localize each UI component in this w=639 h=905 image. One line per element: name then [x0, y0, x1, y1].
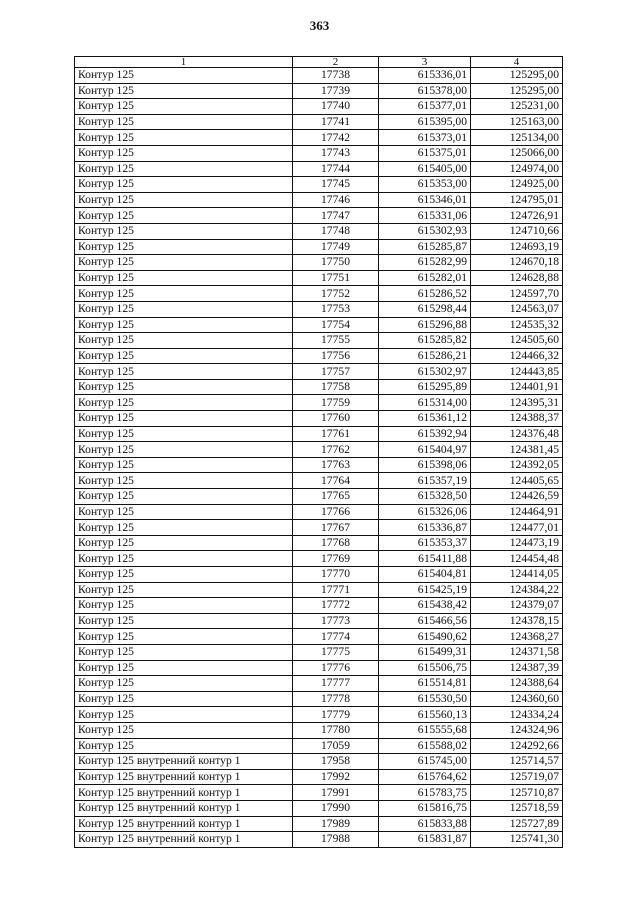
table-row: [75, 676, 563, 692]
table-row: [75, 489, 563, 505]
table-row: [75, 800, 563, 816]
x-coordinate-cell: 615764,62: [379, 769, 471, 785]
table-row: [75, 192, 563, 208]
table-header: [75, 57, 563, 68]
contour-name-cell: Контур 125: [75, 457, 293, 473]
point-number-cell: 17770: [293, 567, 379, 583]
point-number-cell: 17764: [293, 473, 379, 489]
contour-name-cell: Контур 125: [75, 83, 293, 99]
point-number-cell: 17742: [293, 130, 379, 146]
x-coordinate-cell: 615282,01: [379, 270, 471, 286]
y-coordinate-cell: 124324,96: [471, 722, 563, 738]
point-number-cell: 17745: [293, 177, 379, 193]
contour-name-cell: Контур 125: [75, 208, 293, 224]
y-coordinate-cell: 124378,15: [471, 613, 563, 629]
y-coordinate-cell: 124925,00: [471, 177, 563, 193]
y-coordinate-cell: 124381,45: [471, 442, 563, 458]
table-row: [75, 535, 563, 551]
y-coordinate-cell: 124414,05: [471, 567, 563, 583]
point-number-cell: 17752: [293, 286, 379, 302]
table-row: [75, 598, 563, 614]
contour-name-cell: Контур 125: [75, 99, 293, 115]
y-coordinate-cell: 124505,60: [471, 333, 563, 349]
contour-name-cell: Контур 125: [75, 68, 293, 84]
x-coordinate-cell: 615353,00: [379, 177, 471, 193]
x-coordinate-cell: 615302,93: [379, 223, 471, 239]
contour-name-cell: Контур 125 внутренний контур 1: [75, 800, 293, 816]
table-row: [75, 379, 563, 395]
x-coordinate-cell: 615831,87: [379, 832, 471, 848]
x-coordinate-cell: 615514,81: [379, 676, 471, 692]
point-number-cell: 17989: [293, 816, 379, 832]
y-coordinate-cell: 124360,60: [471, 691, 563, 707]
point-number-cell: 17755: [293, 333, 379, 349]
table-row: [75, 442, 563, 458]
contour-name-cell: Контур 125: [75, 691, 293, 707]
point-number-cell: 17779: [293, 707, 379, 723]
x-coordinate-cell: 615282,99: [379, 255, 471, 271]
x-coordinate-cell: 615357,19: [379, 473, 471, 489]
point-number-cell: 17757: [293, 364, 379, 380]
contour-name-cell: Контур 125: [75, 286, 293, 302]
table-row: [75, 567, 563, 583]
contour-name-cell: Контур 125: [75, 130, 293, 146]
contour-name-cell: Контур 125: [75, 411, 293, 427]
table-body: [75, 68, 563, 848]
table-row: [75, 722, 563, 738]
table-row: [75, 239, 563, 255]
contour-name-cell: Контур 125: [75, 738, 293, 754]
point-number-cell: 17756: [293, 348, 379, 364]
point-number-cell: 17746: [293, 192, 379, 208]
table-row: [75, 99, 563, 115]
y-coordinate-cell: 124376,48: [471, 426, 563, 442]
table-row: [75, 161, 563, 177]
point-number-cell: 17762: [293, 442, 379, 458]
point-number-cell: 17759: [293, 395, 379, 411]
column-header-3: 3: [379, 57, 471, 68]
point-number-cell: 17992: [293, 769, 379, 785]
y-coordinate-cell: 124395,31: [471, 395, 563, 411]
table-row: [75, 286, 563, 302]
contour-name-cell: Контур 125: [75, 660, 293, 676]
point-number-cell: 17775: [293, 644, 379, 660]
contour-name-cell: Контур 125: [75, 333, 293, 349]
table-row: [75, 145, 563, 161]
point-number-cell: 17990: [293, 800, 379, 816]
table-row: [75, 644, 563, 660]
point-number-cell: 17749: [293, 239, 379, 255]
contour-name-cell: Контур 125: [75, 676, 293, 692]
point-number-cell: 17776: [293, 660, 379, 676]
table-row: [75, 473, 563, 489]
table-row: [75, 317, 563, 333]
x-coordinate-cell: 615405,00: [379, 161, 471, 177]
x-coordinate-cell: 615361,12: [379, 411, 471, 427]
x-coordinate-cell: 615490,62: [379, 629, 471, 645]
point-number-cell: 17767: [293, 520, 379, 536]
y-coordinate-cell: 124628,88: [471, 270, 563, 286]
table-row: [75, 255, 563, 271]
table-row: [75, 395, 563, 411]
contour-name-cell: Контур 125: [75, 239, 293, 255]
x-coordinate-cell: 615302,97: [379, 364, 471, 380]
y-coordinate-cell: 124466,32: [471, 348, 563, 364]
x-coordinate-cell: 615404,81: [379, 567, 471, 583]
contour-name-cell: Контур 125: [75, 489, 293, 505]
point-number-cell: 17774: [293, 629, 379, 645]
x-coordinate-cell: 615375,01: [379, 145, 471, 161]
x-coordinate-cell: 615404,97: [379, 442, 471, 458]
column-header-2: 2: [293, 57, 379, 68]
y-coordinate-cell: 124379,07: [471, 598, 563, 614]
point-number-cell: 17761: [293, 426, 379, 442]
table-row: [75, 333, 563, 349]
contour-name-cell: Контур 125 внутренний контур 1: [75, 769, 293, 785]
y-coordinate-cell: 124371,58: [471, 644, 563, 660]
contour-name-cell: Контур 125: [75, 722, 293, 738]
y-coordinate-cell: 124726,91: [471, 208, 563, 224]
y-coordinate-cell: 125710,87: [471, 785, 563, 801]
y-coordinate-cell: 125714,57: [471, 754, 563, 770]
table-row: [75, 738, 563, 754]
x-coordinate-cell: 615395,00: [379, 114, 471, 130]
table-row: [75, 754, 563, 770]
point-number-cell: 17758: [293, 379, 379, 395]
table-row: [75, 364, 563, 380]
x-coordinate-cell: 615378,00: [379, 83, 471, 99]
point-number-cell: 17988: [293, 832, 379, 848]
y-coordinate-cell: 124292,66: [471, 738, 563, 754]
table-row: [75, 520, 563, 536]
y-coordinate-cell: 124670,18: [471, 255, 563, 271]
contour-name-cell: Контур 125: [75, 317, 293, 333]
table-row: [75, 130, 563, 146]
x-coordinate-cell: 615833,88: [379, 816, 471, 832]
point-number-cell: 17739: [293, 83, 379, 99]
y-coordinate-cell: 125163,00: [471, 114, 563, 130]
table-row: [75, 426, 563, 442]
contour-name-cell: Контур 125: [75, 348, 293, 364]
column-header-4: 4: [471, 57, 563, 68]
point-number-cell: 17780: [293, 722, 379, 738]
y-coordinate-cell: 124535,32: [471, 317, 563, 333]
x-coordinate-cell: 615466,56: [379, 613, 471, 629]
x-coordinate-cell: 615555,68: [379, 722, 471, 738]
x-coordinate-cell: 615425,19: [379, 582, 471, 598]
y-coordinate-cell: 125718,59: [471, 800, 563, 816]
table-row: [75, 411, 563, 427]
table-row: [75, 707, 563, 723]
table-row: [75, 613, 563, 629]
table-row: [75, 301, 563, 317]
y-coordinate-cell: 124405,65: [471, 473, 563, 489]
y-coordinate-cell: 124334,24: [471, 707, 563, 723]
x-coordinate-cell: 615336,87: [379, 520, 471, 536]
table-row: [75, 208, 563, 224]
table-row: [75, 348, 563, 364]
x-coordinate-cell: 615530,50: [379, 691, 471, 707]
y-coordinate-cell: 124384,22: [471, 582, 563, 598]
x-coordinate-cell: 615353,37: [379, 535, 471, 551]
y-coordinate-cell: 124388,37: [471, 411, 563, 427]
point-number-cell: 17754: [293, 317, 379, 333]
point-number-cell: 17744: [293, 161, 379, 177]
contour-name-cell: Контур 125: [75, 598, 293, 614]
point-number-cell: 17741: [293, 114, 379, 130]
table-row: [75, 457, 563, 473]
contour-name-cell: Контур 125: [75, 520, 293, 536]
point-number-cell: 17740: [293, 99, 379, 115]
contour-name-cell: Контур 125: [75, 504, 293, 520]
y-coordinate-cell: 124974,00: [471, 161, 563, 177]
table-row: [75, 832, 563, 848]
table-row: [75, 270, 563, 286]
y-coordinate-cell: 124597,70: [471, 286, 563, 302]
point-number-cell: 17777: [293, 676, 379, 692]
point-number-cell: 17059: [293, 738, 379, 754]
contour-name-cell: Контур 125: [75, 535, 293, 551]
table-row: [75, 223, 563, 239]
contour-name-cell: Контур 125: [75, 255, 293, 271]
coordinates-table: [74, 56, 563, 848]
y-coordinate-cell: 125727,89: [471, 816, 563, 832]
table-row: [75, 68, 563, 84]
x-coordinate-cell: 615286,52: [379, 286, 471, 302]
x-coordinate-cell: 615296,88: [379, 317, 471, 333]
contour-name-cell: Контур 125: [75, 301, 293, 317]
x-coordinate-cell: 615336,01: [379, 68, 471, 84]
y-coordinate-cell: 125295,00: [471, 83, 563, 99]
y-coordinate-cell: 124477,01: [471, 520, 563, 536]
y-coordinate-cell: 125295,00: [471, 68, 563, 84]
y-coordinate-cell: 124388,64: [471, 676, 563, 692]
x-coordinate-cell: 615298,44: [379, 301, 471, 317]
contour-name-cell: Контур 125: [75, 161, 293, 177]
y-coordinate-cell: 124426,59: [471, 489, 563, 505]
x-coordinate-cell: 615314,00: [379, 395, 471, 411]
contour-name-cell: Контур 125: [75, 551, 293, 567]
page-number: 363: [309, 18, 330, 33]
y-coordinate-cell: 124368,27: [471, 629, 563, 645]
x-coordinate-cell: 615816,75: [379, 800, 471, 816]
point-number-cell: 17738: [293, 68, 379, 84]
point-number-cell: 17760: [293, 411, 379, 427]
header-row: [75, 57, 563, 68]
contour-name-cell: Контур 125: [75, 582, 293, 598]
contour-name-cell: Контур 125 внутренний контур 1: [75, 785, 293, 801]
point-number-cell: 17991: [293, 785, 379, 801]
y-coordinate-cell: 124563,07: [471, 301, 563, 317]
x-coordinate-cell: 615377,01: [379, 99, 471, 115]
x-coordinate-cell: 615506,75: [379, 660, 471, 676]
point-number-cell: 17750: [293, 255, 379, 271]
y-coordinate-cell: 124387,39: [471, 660, 563, 676]
table-row: [75, 660, 563, 676]
point-number-cell: 17765: [293, 489, 379, 505]
contour-name-cell: Контур 125: [75, 379, 293, 395]
x-coordinate-cell: 615438,42: [379, 598, 471, 614]
table-row: [75, 816, 563, 832]
x-coordinate-cell: 615326,06: [379, 504, 471, 520]
x-coordinate-cell: 615295,89: [379, 379, 471, 395]
point-number-cell: 17743: [293, 145, 379, 161]
contour-name-cell: Контур 125: [75, 114, 293, 130]
y-coordinate-cell: 125741,30: [471, 832, 563, 848]
contour-name-cell: Контур 125: [75, 644, 293, 660]
table-row: [75, 769, 563, 785]
point-number-cell: 17748: [293, 223, 379, 239]
contour-name-cell: Контур 125 внутренний контур 1: [75, 754, 293, 770]
point-number-cell: 17771: [293, 582, 379, 598]
point-number-cell: 17769: [293, 551, 379, 567]
point-number-cell: 17768: [293, 535, 379, 551]
contour-name-cell: Контур 125: [75, 442, 293, 458]
contour-name-cell: Контур 125: [75, 629, 293, 645]
y-coordinate-cell: 124710,66: [471, 223, 563, 239]
y-coordinate-cell: 124392,05: [471, 457, 563, 473]
table-row: [75, 114, 563, 130]
point-number-cell: 17766: [293, 504, 379, 520]
x-coordinate-cell: 615286,21: [379, 348, 471, 364]
contour-name-cell: Контур 125: [75, 567, 293, 583]
contour-name-cell: Контур 125: [75, 426, 293, 442]
x-coordinate-cell: 615560,13: [379, 707, 471, 723]
contour-name-cell: Контур 125: [75, 192, 293, 208]
contour-name-cell: Контур 125: [75, 223, 293, 239]
contour-name-cell: Контур 125: [75, 613, 293, 629]
contour-name-cell: Контур 125: [75, 473, 293, 489]
x-coordinate-cell: 615285,82: [379, 333, 471, 349]
contour-name-cell: Контур 125: [75, 707, 293, 723]
y-coordinate-cell: 124443,85: [471, 364, 563, 380]
y-coordinate-cell: 124454,48: [471, 551, 563, 567]
y-coordinate-cell: 124464,91: [471, 504, 563, 520]
y-coordinate-cell: 124401,91: [471, 379, 563, 395]
x-coordinate-cell: 615346,01: [379, 192, 471, 208]
y-coordinate-cell: 125134,00: [471, 130, 563, 146]
table-row: [75, 504, 563, 520]
table-row: [75, 83, 563, 99]
contour-name-cell: Контур 125: [75, 395, 293, 411]
table-row: [75, 582, 563, 598]
y-coordinate-cell: 125719,07: [471, 769, 563, 785]
point-number-cell: 17751: [293, 270, 379, 286]
x-coordinate-cell: 615588,02: [379, 738, 471, 754]
x-coordinate-cell: 615331,06: [379, 208, 471, 224]
column-header-1: 1: [75, 57, 293, 68]
contour-name-cell: Контур 125 внутренний контур 1: [75, 832, 293, 848]
point-number-cell: 17958: [293, 754, 379, 770]
y-coordinate-cell: 125066,00: [471, 145, 563, 161]
x-coordinate-cell: 615373,01: [379, 130, 471, 146]
x-coordinate-cell: 615499,31: [379, 644, 471, 660]
x-coordinate-cell: 615783,75: [379, 785, 471, 801]
x-coordinate-cell: 615392,94: [379, 426, 471, 442]
point-number-cell: 17753: [293, 301, 379, 317]
table-row: [75, 785, 563, 801]
table-row: [75, 629, 563, 645]
x-coordinate-cell: 615398,06: [379, 457, 471, 473]
x-coordinate-cell: 615328,50: [379, 489, 471, 505]
point-number-cell: 17747: [293, 208, 379, 224]
y-coordinate-cell: 124795,01: [471, 192, 563, 208]
x-coordinate-cell: 615745,00: [379, 754, 471, 770]
point-number-cell: 17778: [293, 691, 379, 707]
y-coordinate-cell: 124473,19: [471, 535, 563, 551]
contour-name-cell: Контур 125: [75, 145, 293, 161]
point-number-cell: 17773: [293, 613, 379, 629]
table-row: [75, 551, 563, 567]
point-number-cell: 17763: [293, 457, 379, 473]
contour-name-cell: Контур 125 внутренний контур 1: [75, 816, 293, 832]
x-coordinate-cell: 615285,87: [379, 239, 471, 255]
table-row: [75, 177, 563, 193]
contour-name-cell: Контур 125: [75, 177, 293, 193]
contour-name-cell: Контур 125: [75, 270, 293, 286]
point-number-cell: 17772: [293, 598, 379, 614]
y-coordinate-cell: 125231,00: [471, 99, 563, 115]
y-coordinate-cell: 124693,19: [471, 239, 563, 255]
contour-name-cell: Контур 125: [75, 364, 293, 380]
x-coordinate-cell: 615411,88: [379, 551, 471, 567]
table-row: [75, 691, 563, 707]
